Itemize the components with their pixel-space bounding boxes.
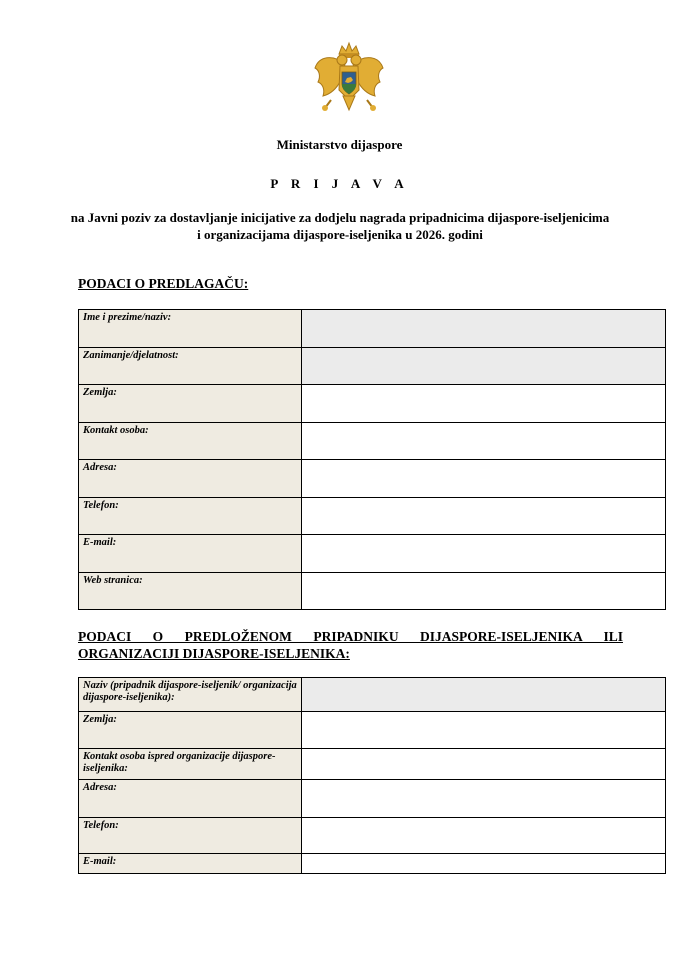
table-row <box>79 818 666 854</box>
table-row <box>79 385 666 423</box>
field-label: Telefon: <box>79 818 302 854</box>
contact-person-field[interactable] <box>302 423 666 460</box>
nominee-name-field[interactable] <box>302 678 666 712</box>
section-heading-proposer: PODACI O PREDLAGAČU: <box>78 276 249 291</box>
field-label: Zanimanje/djelatnost: <box>79 348 302 385</box>
table-row <box>79 310 666 348</box>
address-field[interactable] <box>302 460 666 498</box>
field-label: Adresa: <box>79 780 302 818</box>
section-heading-nominee-line2: ORGANIZACIJI DIJASPORE-ISELJENIKA: <box>78 646 350 661</box>
ministry-name: Ministarstvo dijaspore <box>276 137 403 152</box>
field-label: Naziv (pripadnik dijaspore-iseljenik/ organizacija dijaspore-iseljenika): <box>79 678 302 712</box>
website-field[interactable] <box>302 573 666 610</box>
field-label: Zemlja: <box>79 385 302 423</box>
nominee-table <box>78 677 666 874</box>
nominee-email-field[interactable] <box>302 854 666 874</box>
table-row <box>79 423 666 460</box>
nominee-contact-field[interactable] <box>302 749 666 780</box>
coat-of-arms-icon <box>309 40 389 120</box>
field-label: Kontakt osoba ispred organizacije dijaspore-iseljenika: <box>79 749 302 780</box>
field-label: Kontakt osoba: <box>79 423 302 460</box>
occupation-field[interactable] <box>302 348 666 385</box>
table-row <box>79 749 666 780</box>
field-label: Adresa: <box>79 460 302 498</box>
table-row <box>79 573 666 610</box>
field-label: Telefon: <box>79 498 302 535</box>
table-row <box>79 460 666 498</box>
phone-field[interactable] <box>302 498 666 535</box>
document-title: P R I J A V A <box>270 176 409 191</box>
section-heading-nominee <box>78 628 623 662</box>
proposer-table <box>78 309 666 610</box>
field-label: E-mail: <box>79 854 302 874</box>
table-row <box>79 348 666 385</box>
name-field[interactable] <box>302 310 666 348</box>
table-row <box>79 780 666 818</box>
table-row <box>79 498 666 535</box>
field-label: Web stranica: <box>79 573 302 610</box>
country-field[interactable] <box>302 385 666 423</box>
nominee-phone-field[interactable] <box>302 818 666 854</box>
table-row <box>79 535 666 573</box>
field-label: Zemlja: <box>79 712 302 749</box>
field-label: E-mail: <box>79 535 302 573</box>
nominee-country-field[interactable] <box>302 712 666 749</box>
field-label: Ime i prezime/naziv: <box>79 310 302 348</box>
table-row <box>79 712 666 749</box>
email-field[interactable] <box>302 535 666 573</box>
section-heading-nominee-line1: PODACI O PREDLOŽENOM PRIPADNIKU DIJASPORE-ISELJENIKA ILI <box>78 629 623 644</box>
nominee-address-field[interactable] <box>302 780 666 818</box>
table-row <box>79 678 666 712</box>
document-subtitle: na Javni poziv za dostavljanje inicijative za dodjelu nagrada pripadnicima dijaspore-iseljenicima i organizacijama dijaspore-iseljenika u 2026. godini <box>70 210 610 242</box>
table-row <box>79 854 666 874</box>
